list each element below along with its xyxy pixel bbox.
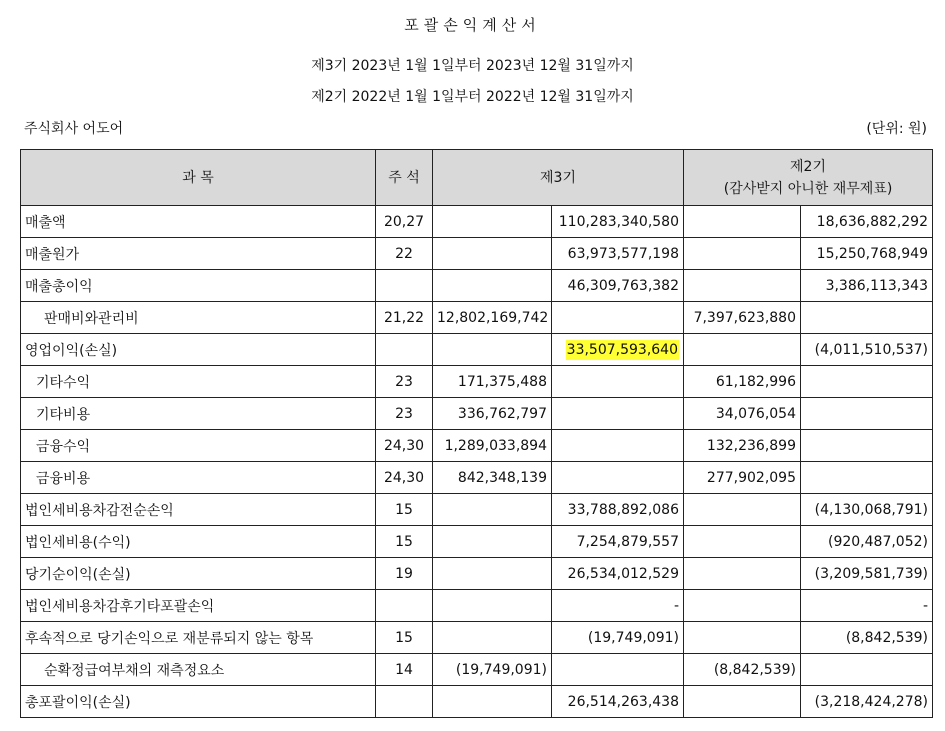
table-row [21,590,933,622]
current-subtotal [433,526,552,558]
account-label [21,270,376,302]
table-row [21,398,933,430]
note-ref [376,366,433,398]
prior-subtotal [684,270,801,302]
prior-subtotal-text: 34,076,054 [715,405,796,422]
table-row [21,654,933,686]
current-subtotal [433,494,552,526]
current-total-text: 63,973,577,198 [567,245,679,262]
table-row [21,366,933,398]
prior-total-text: (4,130,068,791) [814,501,928,518]
note-ref [376,622,433,654]
note-ref-text: 24,30 [383,469,425,486]
note-ref [376,334,433,366]
current-total [552,302,684,334]
account-label-text: 당기순이익(손실) [25,566,131,583]
table-row [21,526,933,558]
prior-subtotal [684,462,801,494]
header-current-period: 제3기 [433,150,684,206]
prior-total [801,494,933,526]
current-total-text: 26,514,263,438 [567,693,679,710]
account-label [21,686,376,718]
prior-subtotal [684,686,801,718]
table-row [21,270,933,302]
account-label [21,526,376,558]
prior-total-text: (3,209,581,739) [814,565,928,582]
current-subtotal-text: 1,289,033,894 [444,437,547,454]
note-ref-text: 24,30 [383,437,425,454]
current-total-text: 110,283,340,580 [558,213,679,230]
account-label [21,302,376,334]
note-ref [376,654,433,686]
prior-total-text: 3,386,113,343 [825,277,928,294]
prior-total [801,462,933,494]
header-prior-period-note: (감사받지 아니한 재무제표) [723,180,893,197]
current-total [552,206,684,238]
current-subtotal [433,654,552,686]
current-total [552,558,684,590]
prior-total-text: 15,250,768,949 [816,245,928,262]
note-ref-text: 19 [395,565,413,582]
current-subtotal-text: 842,348,139 [457,469,547,486]
header-note: 주 석 [376,150,433,206]
account-label-text: 매출원가 [25,246,80,263]
account-label [21,430,376,462]
account-label-text: 기타비용 [36,406,91,423]
current-subtotal-text: 12,802,169,742 [437,309,549,326]
current-subtotal-text: (19,749,091) [455,661,547,678]
prior-subtotal [684,558,801,590]
account-label [21,622,376,654]
prior-total-text: - [922,597,928,614]
table-row [21,686,933,718]
note-ref-text: 21,22 [383,309,425,326]
table-row [21,430,933,462]
account-label [21,398,376,430]
account-label [21,462,376,494]
prior-subtotal [684,334,801,366]
prior-total [801,590,933,622]
prior-total [801,398,933,430]
current-subtotal [433,206,552,238]
prior-subtotal [684,398,801,430]
table-row [21,494,933,526]
note-ref [376,590,433,622]
note-ref-text: 15 [395,501,413,518]
current-subtotal-text: 171,375,488 [457,373,547,390]
prior-total [801,686,933,718]
current-total [552,398,684,430]
note-ref [376,238,433,270]
current-subtotal [433,590,552,622]
current-total [552,654,684,686]
prior-subtotal [684,526,801,558]
company-name: 주식회사 어도어 [24,121,124,137]
current-subtotal [433,558,552,590]
current-total [552,334,684,366]
prior-total [801,430,933,462]
prior-subtotal-text: 277,902,095 [706,469,796,486]
current-total [552,686,684,718]
current-total [552,526,684,558]
prior-subtotal-text: 7,397,623,880 [693,309,796,326]
account-label [21,654,376,686]
account-label [21,558,376,590]
table-body [21,206,933,718]
prior-total [801,654,933,686]
current-subtotal [433,366,552,398]
prior-total [801,270,933,302]
current-total [552,590,684,622]
note-ref-text: 14 [395,661,413,678]
table-row [21,206,933,238]
prior-subtotal [684,302,801,334]
note-ref [376,462,433,494]
account-label [21,366,376,398]
prior-subtotal [684,238,801,270]
account-label-text: 영업이익(손실) [25,342,118,359]
table-header-row [21,150,933,206]
current-subtotal [433,686,552,718]
current-total [552,494,684,526]
current-total-text: 33,788,892,086 [567,501,679,518]
account-label-text: 총포괄이익(손실) [25,694,131,711]
current-total [552,430,684,462]
account-label [21,238,376,270]
current-total-text: - [673,597,679,614]
account-label [21,590,376,622]
current-subtotal [433,270,552,302]
current-subtotal-text: 336,762,797 [457,405,547,422]
note-ref [376,398,433,430]
note-ref [376,526,433,558]
account-label-text: 매출총이익 [25,278,93,295]
current-total-text: 46,309,763,382 [567,277,679,294]
account-label-text: 금융수익 [36,438,91,455]
table-row [21,558,933,590]
account-label-text: 법인세비용차감전순손익 [25,502,174,519]
prior-subtotal [684,654,801,686]
prior-total [801,302,933,334]
header-prior-period [684,150,933,206]
prior-total [801,526,933,558]
current-subtotal [433,462,552,494]
note-ref-text: 20,27 [383,213,425,230]
account-label-text: 후속적으로 당기손익으로 재분류되지 않는 항목 [25,630,314,647]
prior-subtotal [684,366,801,398]
account-label [21,494,376,526]
prior-total-text: (3,218,424,278) [814,693,928,710]
current-total [552,462,684,494]
prior-subtotal [684,206,801,238]
current-total [552,366,684,398]
current-subtotal [433,622,552,654]
account-label-text: 기타수익 [36,374,91,391]
note-ref [376,430,433,462]
prior-total [801,206,933,238]
account-label-text: 법인세비용(수익) [25,534,131,551]
note-ref [376,206,433,238]
account-label-text: 판매비와관리비 [44,310,139,327]
income-statement-table [20,149,933,718]
current-total-text: 7,254,879,557 [576,533,679,550]
current-subtotal [433,238,552,270]
current-total [552,238,684,270]
note-ref-text: 23 [395,405,413,422]
note-ref [376,686,433,718]
prior-total-text: 18,636,882,292 [816,213,928,230]
prior-subtotal [684,494,801,526]
current-subtotal [433,430,552,462]
unit-label: (단위: 원) [866,121,927,137]
header-prior-period-label: 제2기 [790,158,826,175]
account-label-text: 순확정급여부채의 재측정요소 [44,662,225,679]
account-label [21,334,376,366]
current-total [552,270,684,302]
note-ref [376,270,433,302]
prior-total [801,366,933,398]
prior-total [801,558,933,590]
prior-subtotal-text: 61,182,996 [715,373,796,390]
account-label [21,206,376,238]
note-ref-text: 15 [395,629,413,646]
note-ref-text: 23 [395,373,413,390]
prior-total-text: (4,011,510,537) [814,341,928,358]
table-row [21,622,933,654]
prior-subtotal-text: 132,236,899 [706,437,796,454]
current-subtotal [433,398,552,430]
prior-total-text: (920,487,052) [828,533,928,550]
note-ref-text: 15 [395,533,413,550]
prior-total [801,334,933,366]
prior-subtotal [684,622,801,654]
current-subtotal [433,302,552,334]
current-total [552,622,684,654]
note-ref [376,558,433,590]
table-row [21,462,933,494]
prior-subtotal [684,590,801,622]
period-current: 제3기 2023년 1월 1일부터 2023년 12월 31일까지 [311,58,634,74]
table-row [21,238,933,270]
current-subtotal [433,334,552,366]
note-ref-text: 22 [395,245,413,262]
prior-subtotal-text: (8,842,539) [713,661,796,678]
account-label-text: 금융비용 [36,470,91,487]
note-ref [376,302,433,334]
statement-title: 포괄손익계산서 [404,16,541,34]
current-total-text: 26,534,012,529 [567,565,679,582]
operating-income-highlight: 33,507,593,640 [566,341,678,358]
account-label-text: 법인세비용차감후기타포괄손익 [25,598,215,615]
period-prior: 제2기 2022년 1월 1일부터 2022년 12월 31일까지 [311,89,634,105]
table-row [21,334,933,366]
table-row [21,302,933,334]
current-total-text: (19,749,091) [587,629,679,646]
prior-subtotal [684,430,801,462]
account-label-text: 매출액 [25,214,66,231]
prior-total [801,622,933,654]
prior-total [801,238,933,270]
note-ref [376,494,433,526]
header-account: 과 목 [21,150,376,206]
prior-total-text: (8,842,539) [845,629,928,646]
